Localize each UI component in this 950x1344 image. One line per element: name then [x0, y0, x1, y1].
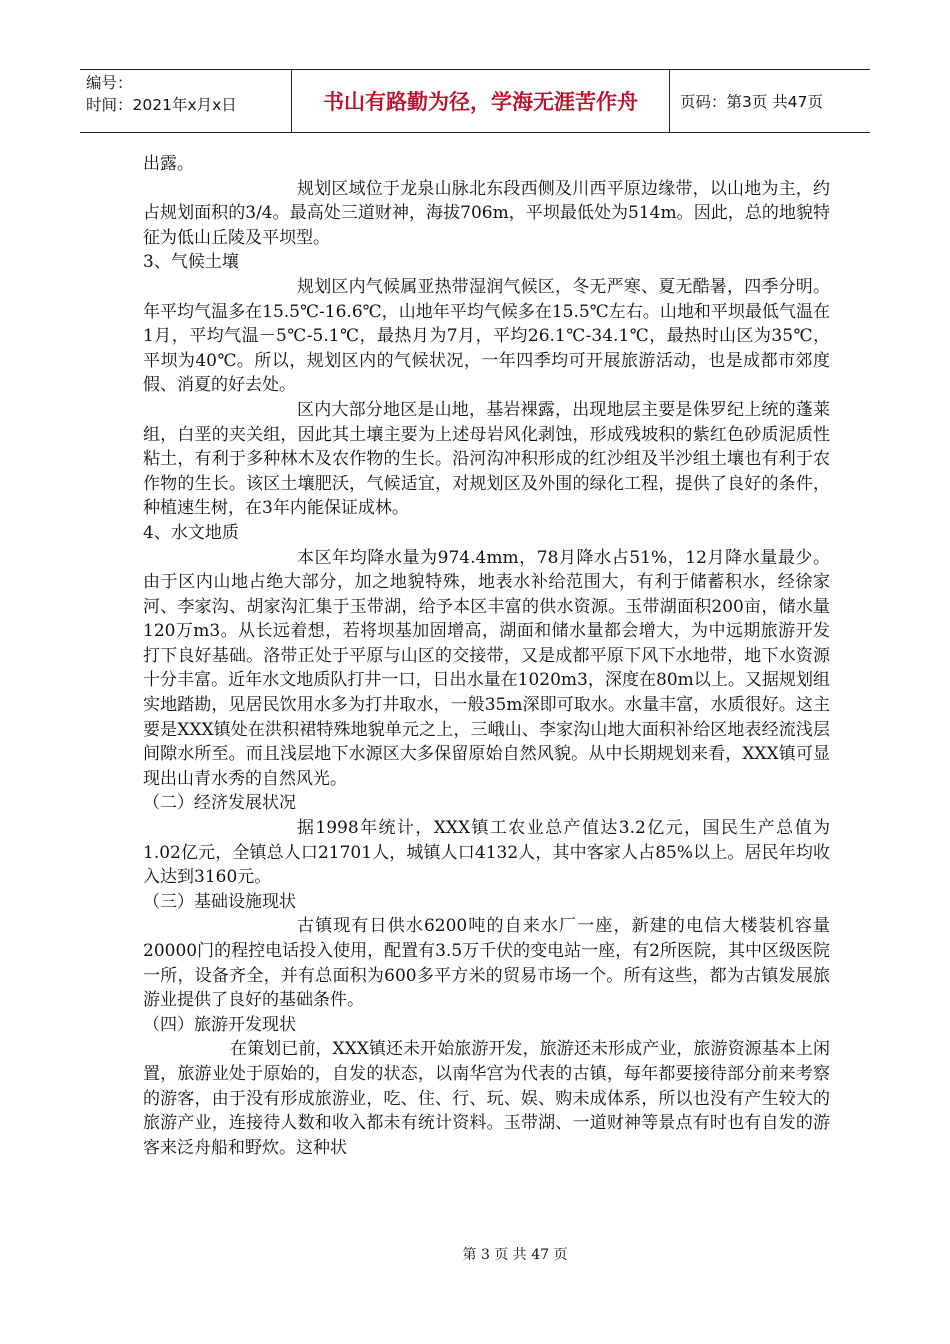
header-page-label: 页码：第3页 共47页 — [680, 93, 824, 111]
header-motto: 书山有路勤为径，学海无涯苦作舟 — [292, 70, 670, 132]
paragraph: 规划区内气候属亚热带湿润气候区，冬无严寒、夏无酷暑，四季分明。年平均气温多在15.5℃-16.6℃，山地年平均气候多在15.5℃左右。山地和平坝最低气温在1月，平均气温－5℃-5.1℃，最热月为7月，平均26.1℃-34.1℃，最热时山区为35℃，平坝为40℃。所以，规划区内的气候状况，一年四季均可开展旅游活动，也是成都市郊度假、消夏的好去处。 — [143, 276, 830, 396]
section-heading: （四）旅游开发现状 — [143, 1014, 296, 1035]
paragraph: 古镇现有日供水6200吨的自来水厂一座，新建的电信大楼装机容量20000门的程控电话投入使用，配置有3.5万千伏的变电站一座，有2所医院，其中区级医院一所，设备齐全，并有总面积为600多平方米的贸易市场一个。所有这些，都为古镇发展旅游业提供了良好的基础条件。 — [143, 916, 830, 1011]
paragraph: 本区年均降水量为974.4mm，78月降水占51%，12月降水量最少。由于区内山地占绝大部分，加之地貌特殊，地表水补给范围大，有利于储蓄积水，经徐家河、李家沟、胡家沟汇集于玉带湖，给予本区丰富的供水资源。玉带湖面积200亩，储水量120万m3。从长远着想，若将坝基加固增高，湖面和储水量都会增大，为中远期旅游开发打下良好基础。洛带正处于平原与山区的交接带，又是成都平原下风下水地带，地下水资源十分丰富。近年水文地质队打井一口，日出水量在1020m3，深度在80m以上。又据规划组实地踏勘，见居民饮用水多为打井取水，一般35m深即可取水。水量丰富，水质很好。这主要是XXX镇处在洪积裙特殊地貌单元之上，三峨山、李家沟山地大面积补给区地表经流浅层间隙水所至。而且浅层地下水源区大多保留原始自然风貌。从中长期规划来看，XXX镇可显现出山青水秀的自然风光。 — [143, 547, 830, 789]
section-heading: 4、水文地质 — [143, 522, 239, 543]
page-footer: 第 3 页 共 47 页 — [462, 1247, 568, 1263]
section-heading: 3、气候土壤 — [143, 252, 239, 273]
paragraph: 在策划已前，XXX镇还未开始旅游开发，旅游还未形成产业，旅游资源基本上闲置，旅游业处于原始的，自发的状态，以南华宫为代表的古镇，每年都要接待部分前来考察的游客，由于没有形成旅游业，吃、住、行、玩、娱、购未成体系，所以也没有产生较大的旅游产业，连接待人数和收入都未有统计资料。玉带湖、一道财神等景点有时也有自发的游客来泛舟船和野炊。这种状 — [143, 1039, 830, 1158]
number-label: 编号： — [86, 74, 133, 92]
section-heading: （二）经济发展状况 — [143, 793, 296, 814]
paragraph: 规划区域位于龙泉山脉北东段西侧及川西平原边缘带，以山地为主，约占规划面积的3/4。最高处三道财神，海拔706m，平坝最低处为514m。因此，总的地貌特征为低山丘陵及平坝型。 — [143, 178, 830, 248]
paragraph: 出露。 — [143, 154, 194, 174]
header-meta — [80, 70, 292, 132]
paragraph: 区内大部分地区是山地，基岩裸露，出现地层主要是侏罗纪上统的蓬莱组，白垩的夹关组，因此其土壤主要为上述母岩风化剥蚀，形成残坡积的紫红色砂质泥质性粘土，有利于多种林木及农作物的生长。沿河沟冲积形成的红沙组及半沙组土壤也有利于农作物的生长。该区土壤肥沃，气候适宜，对规划区及外围的绿化工程，提供了良好的条件，种植速生树，在3年内能保证成林。 — [143, 399, 830, 519]
document-body — [143, 152, 830, 1160]
page-header — [80, 69, 870, 133]
time-label: 时间：2021年x月x日 — [86, 96, 237, 114]
paragraph: 据1998年统计，XXX镇工农业总产值达3.2亿元，国民生产总值为1.02亿元，全镇总人口21701人，城镇人口4132人，其中客家人占85%以上。居民年均收入达到3160元。 — [143, 818, 830, 888]
section-heading: （三）基础设施现状 — [143, 891, 296, 912]
